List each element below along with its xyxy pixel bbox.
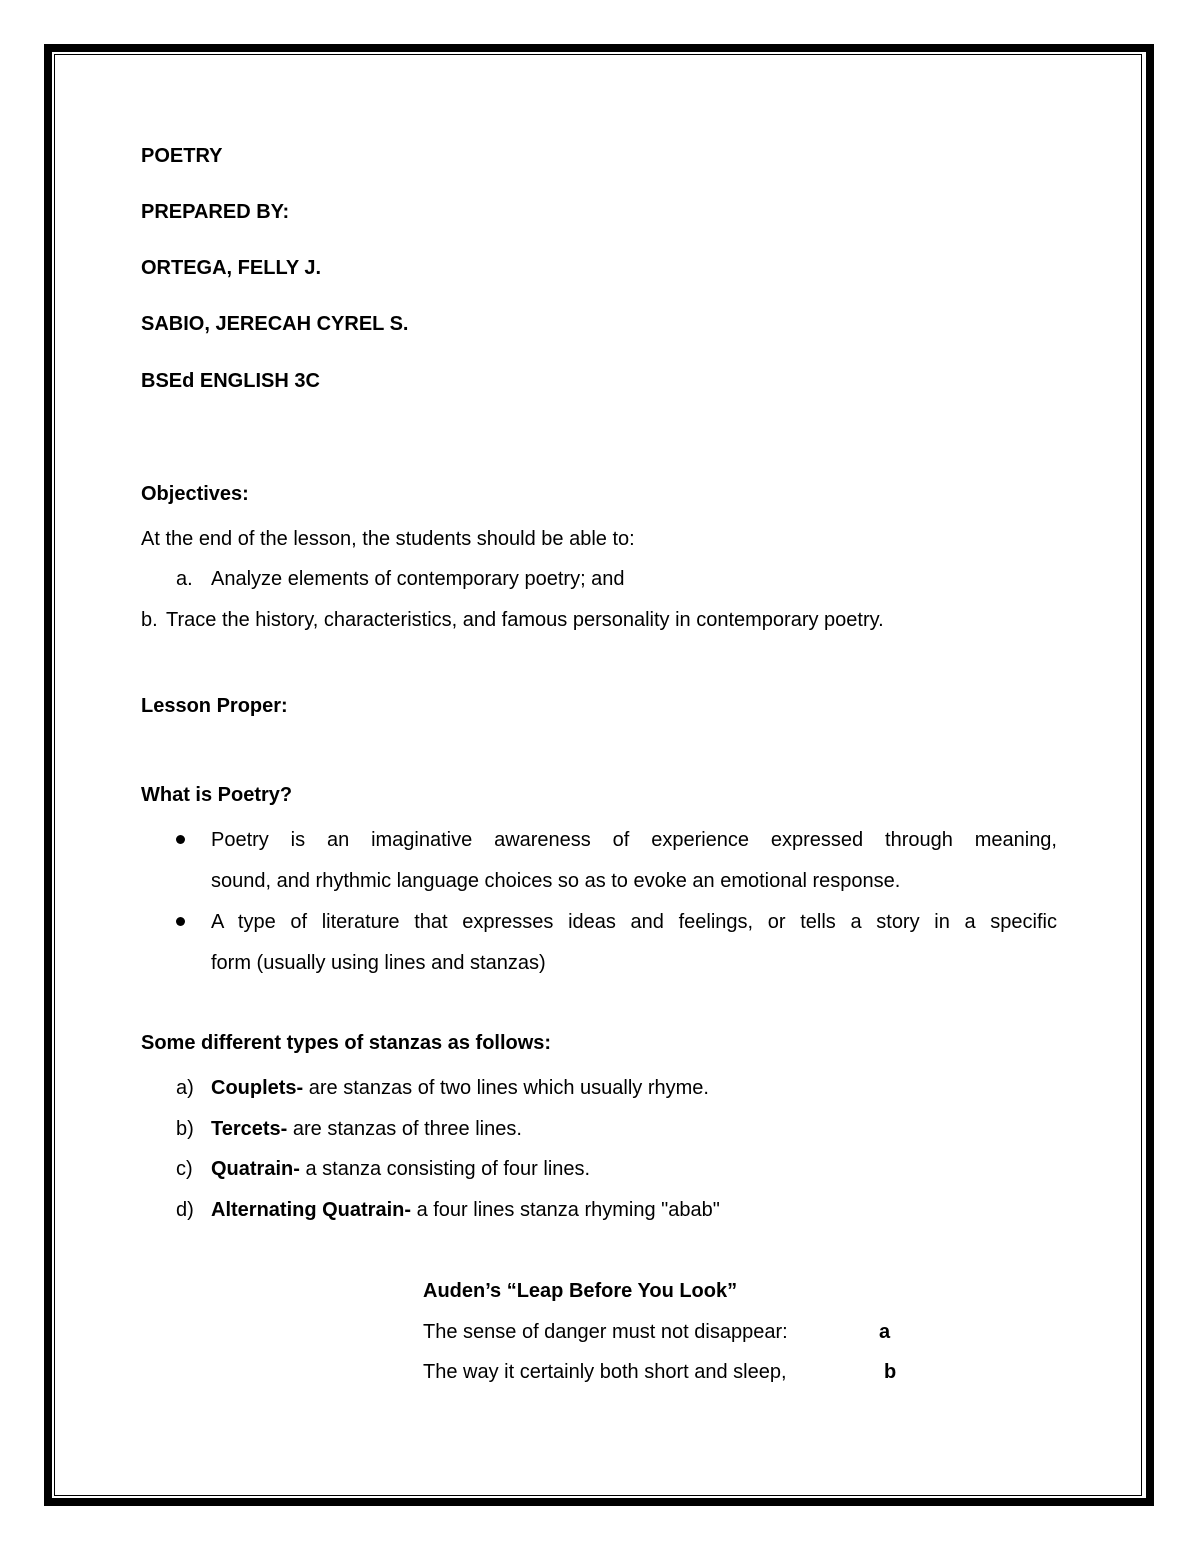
stanza-marker: d) xyxy=(176,1199,194,1221)
stanza-term: Couplets- xyxy=(211,1077,304,1099)
objective-text: Trace the history, characteristics, and famous personality in contemporary poetry. xyxy=(166,609,884,631)
course-section: BSEd ENGLISH 3C xyxy=(141,370,320,392)
rhyme-label: a xyxy=(879,1321,891,1343)
stanza-item xyxy=(211,1117,522,1141)
stanza-item xyxy=(211,1198,720,1222)
poetry-definition-line: A type of literature that expresses ideas and feelings, or tells a story in a specific xyxy=(211,911,1057,933)
bullet-icon xyxy=(176,917,185,926)
objective-marker: a. xyxy=(176,568,193,590)
bullet-icon xyxy=(176,835,185,844)
document-title: POETRY xyxy=(141,145,223,167)
what-is-poetry-heading: What is Poetry? xyxy=(141,784,293,806)
stanza-definition: a stanza consisting of four lines. xyxy=(299,1158,591,1180)
author-name: ORTEGA, FELLY J. xyxy=(141,257,322,279)
stanza-marker: a) xyxy=(176,1077,194,1099)
stanza-definition: are stanzas of three lines. xyxy=(287,1118,522,1140)
example-poem-title: Auden’s “Leap Before You Look” xyxy=(423,1280,738,1302)
author-name: SABIO, JERECAH CYREL S. xyxy=(141,313,409,335)
objective-text: Analyze elements of contemporary poetry; and xyxy=(211,568,625,590)
objectives-intro: At the end of the lesson, the students should be able to: xyxy=(141,528,635,550)
stanza-types-heading: Some different types of stanzas as follows: xyxy=(141,1032,552,1054)
objective-marker: b. xyxy=(141,609,158,631)
poem-line: The sense of danger must not disappear: xyxy=(423,1321,788,1343)
poetry-definition-line: form (usually using lines and stanzas) xyxy=(211,952,546,974)
rhyme-label: b xyxy=(884,1361,897,1383)
stanza-item xyxy=(211,1157,590,1181)
stanza-definition: are stanzas of two lines which usually rhyme. xyxy=(303,1077,709,1099)
poetry-definition-line: sound, and rhythmic language choices so as to evoke an emotional response. xyxy=(211,870,901,892)
stanza-term: Alternating Quatrain- xyxy=(211,1199,412,1221)
stanza-marker: b) xyxy=(176,1118,194,1140)
stanza-term: Tercets- xyxy=(211,1118,288,1140)
stanza-term: Quatrain- xyxy=(211,1158,300,1180)
stanza-marker: c) xyxy=(176,1158,193,1180)
poetry-definition-line: Poetry is an imaginative awareness of experience expressed through meaning, xyxy=(211,829,1057,851)
stanza-item xyxy=(211,1076,709,1100)
prepared-by-label: PREPARED BY: xyxy=(141,201,290,223)
poem-line: The way it certainly both short and sleep, xyxy=(423,1361,787,1383)
stanza-definition: a four lines stanza rhyming "abab" xyxy=(411,1199,720,1221)
lesson-proper-heading: Lesson Proper: xyxy=(141,695,288,717)
objectives-heading: Objectives: xyxy=(141,483,249,505)
